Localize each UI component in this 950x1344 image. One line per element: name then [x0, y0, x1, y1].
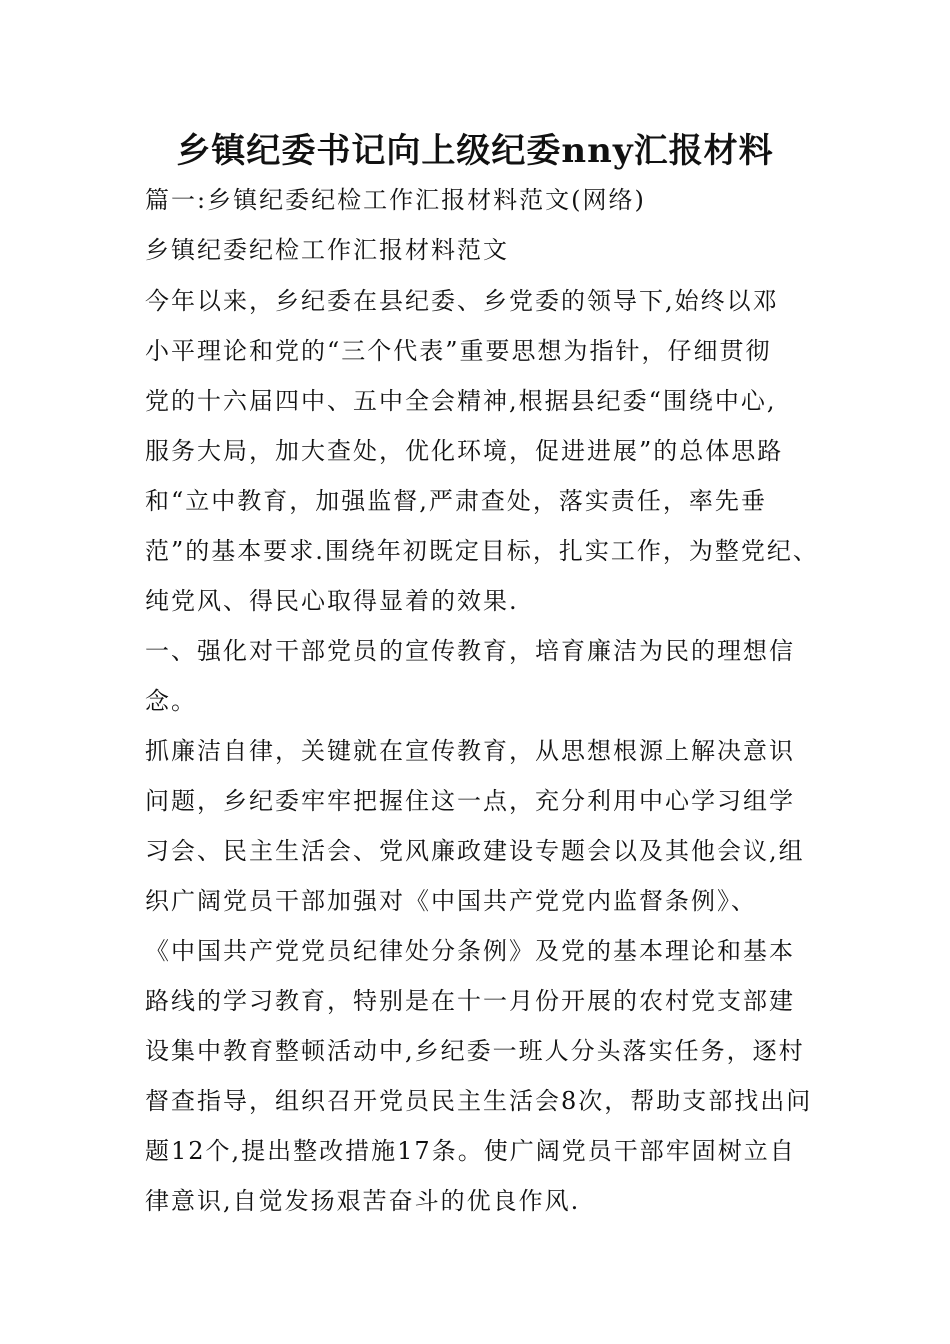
section-heading-line: 一、强化对干部党员的宣传教育，培育廉洁为民的理想信: [145, 637, 795, 665]
paragraph-line: 问题，乡纪委牢牢把握住这一点，充分利用中心学习组学: [145, 787, 795, 815]
paragraph-line: 党的十六届四中、五中全会精神,根据县纪委“围绕中心,: [145, 387, 777, 415]
paragraph-line: 乡镇纪委纪检工作汇报材料范文: [145, 236, 509, 264]
paragraph-line: 律意识,自觉发扬艰苦奋斗的优良作风.: [145, 1187, 581, 1215]
paragraph-line: 纯党风、得民心取得显着的效果.: [145, 587, 519, 615]
paragraph-line: 习会、民主生活会、党风廉政建设专题会以及其他会议,组: [145, 837, 805, 865]
paragraph-line: 路线的学习教育，特别是在十一月份开展的农村党支部建: [145, 987, 795, 1015]
section-heading-line: 念。: [145, 687, 197, 715]
paragraph-line: 督查指导，组织召开党员民主生活会8次，帮助支部找出问: [145, 1087, 813, 1115]
paragraph-line: 小平理论和党的“三个代表”重要思想为指针，仔细贯彻: [145, 337, 772, 365]
paragraph-line: 服务大局，加大查处，优化环境，促进进展”的总体思路: [145, 437, 784, 465]
paragraph-line: 题12个,提出整改措施17条。使广阔党员干部牢固树立自: [145, 1137, 796, 1165]
paragraph-line: 《中国共产党党员纪律处分条例》及党的基本理论和基本: [145, 937, 795, 965]
paragraph-line: 今年以来，乡纪委在县纪委、乡党委的领导下,始终以邓: [145, 287, 779, 315]
paragraph-line: 抓廉洁自律，关键就在宣传教育，从思想根源上解决意识: [145, 737, 795, 765]
document-title: 乡镇纪委书记向上级纪委nny汇报材料: [176, 131, 774, 171]
paragraph-line: 和“立中教育，加强监督,严肃查处，落实责任，率先垂: [145, 487, 767, 515]
paragraph-line: 篇一:乡镇纪委纪检工作汇报材料范文(网络): [145, 186, 646, 214]
paragraph-line: 织广阔党员干部加强对《中国共产党党内监督条例》、: [145, 887, 757, 915]
paragraph-line: 范”的基本要求.围绕年初既定目标，扎实工作，为整党纪、: [145, 537, 819, 565]
paragraph-line: 设集中教育整顿活动中,乡纪委一班人分头落实任务，逐村: [145, 1037, 805, 1065]
